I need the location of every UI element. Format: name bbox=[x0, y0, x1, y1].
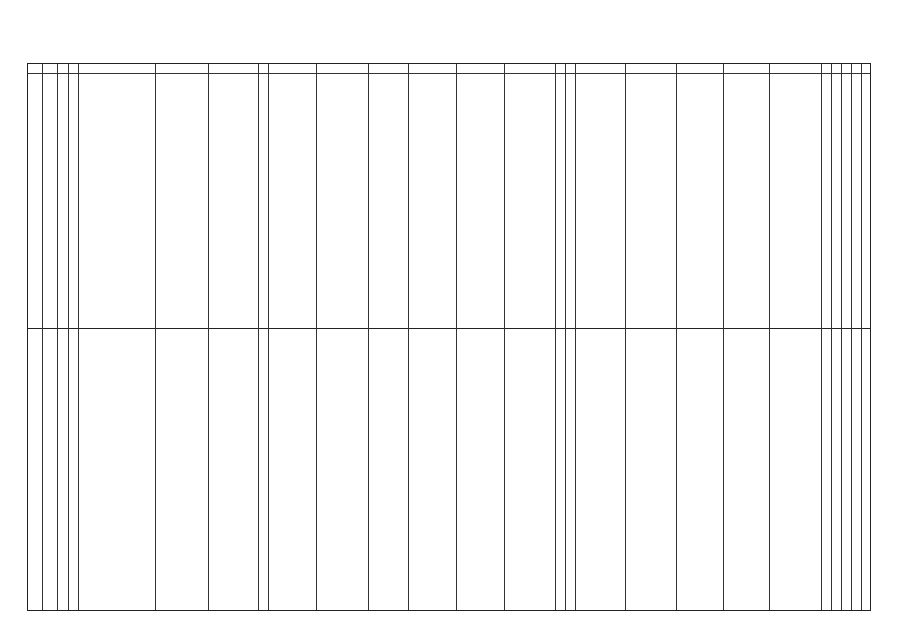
column-separator bbox=[861, 64, 862, 610]
column-separator bbox=[723, 64, 724, 610]
repair-cost-table bbox=[27, 63, 871, 611]
column-separator bbox=[368, 64, 369, 610]
column-separator bbox=[456, 64, 457, 610]
column-separator bbox=[769, 64, 770, 610]
column-separator bbox=[208, 64, 209, 610]
column-separator bbox=[68, 64, 69, 610]
column-separator bbox=[841, 64, 842, 610]
column-separator bbox=[268, 64, 269, 610]
column-separator bbox=[555, 64, 556, 610]
column-separator bbox=[42, 64, 43, 610]
column-separator bbox=[316, 64, 317, 610]
column-separator bbox=[575, 64, 576, 610]
column-separator bbox=[155, 64, 156, 610]
column-separator bbox=[57, 64, 58, 610]
column-separator bbox=[625, 64, 626, 610]
column-separator bbox=[504, 64, 505, 610]
column-separator bbox=[676, 64, 677, 610]
column-separator bbox=[78, 64, 79, 610]
column-separator bbox=[565, 64, 566, 610]
column-separator bbox=[258, 64, 259, 610]
column-separator bbox=[408, 64, 409, 610]
column-separator bbox=[831, 64, 832, 610]
column-separator bbox=[851, 64, 852, 610]
column-separator bbox=[821, 64, 822, 610]
